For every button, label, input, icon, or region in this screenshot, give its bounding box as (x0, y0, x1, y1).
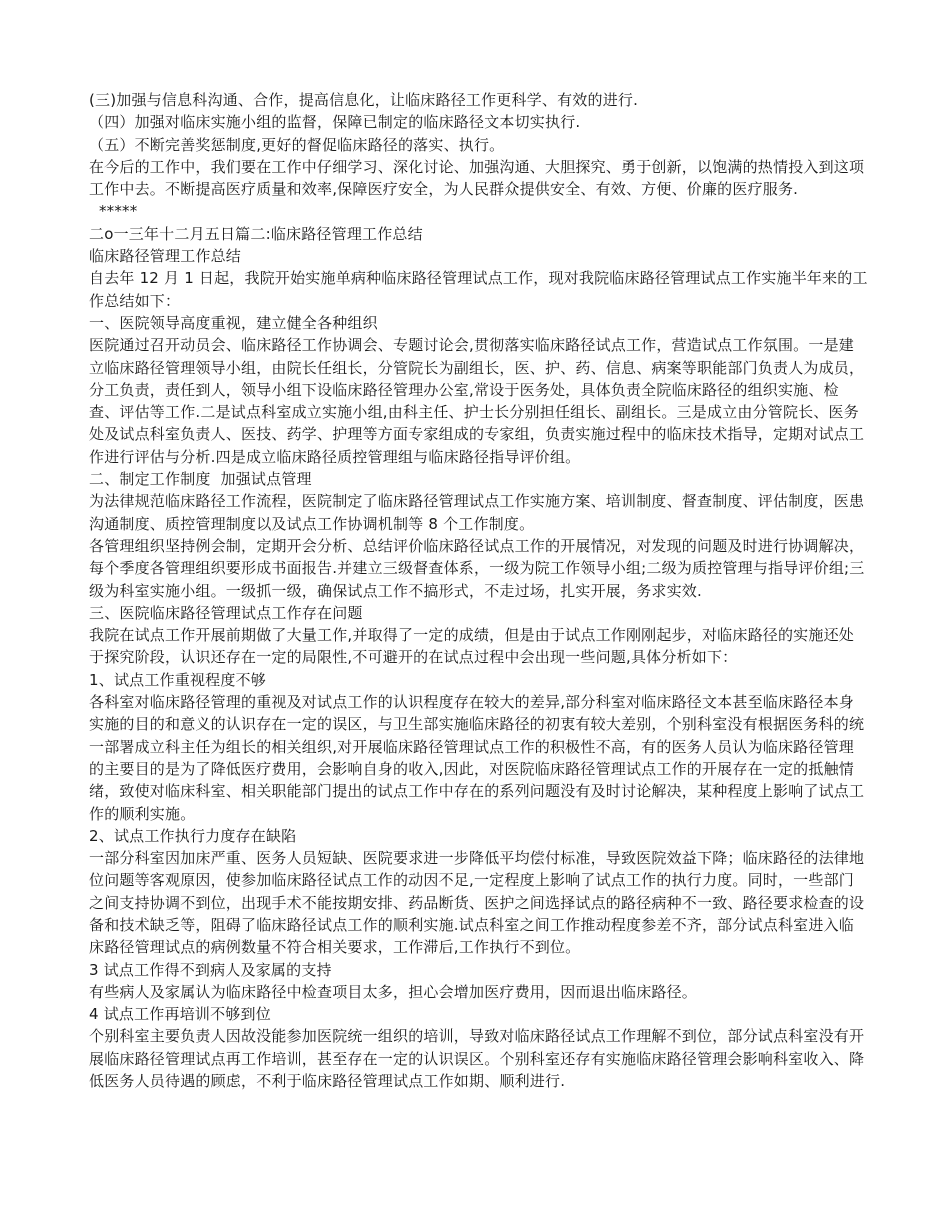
document-title: 临床路径管理工作总结 (89, 247, 242, 266)
paragraph-problem-1: 各科室对临床路径管理的重视及对试点工作的认识程度存在较大的差异,部分科室对临床路径文本甚至临床路径本身实施的目的和意义的认识存在一定的误区，与卫生部实施临床路径的初衷有较大差别，个别科室没有根据医务科的统一部署成立科主任为组长的相关组织,对开展临床路径管理试点工作的积极性不高，有的医务人员认为临床路径管理的主要目的是为了降低医疗费用，会影响自身的收入,因此，对医院临床路径管理试点工作的开展存在一定的抵触情绪，致使对临床科室、相关职能部门提出的试点工作中存在的系列问题没有及时讨论解决，某种程度上影响了试点工作的顺利实施。 (89, 693, 865, 823)
subheading-problem-3: 3 试点工作得不到病人及家属的支持 (89, 960, 332, 979)
subheading-problem-1: 1、试点工作重视程度不够 (89, 670, 266, 689)
document-page (89, 89, 869, 1092)
intro-paragraph: 自去年 12 月 1 日起，我院开始实施单病种临床路径管理试点工作，现对我院临床路径管理试点工作实施半年来的工作总结如下： (89, 269, 868, 310)
subheading-problem-2: 2、试点工作执行力度存在缺陷 (89, 826, 297, 845)
date-and-part-heading: 二o一三年十二月五日篇二:临床路径管理工作总结 (89, 224, 423, 243)
heading-section-2: 二、制定工作制度 加强试点管理 (89, 470, 312, 489)
heading-section-1: 一、医院领导高度重视，建立健全各种组织 (89, 313, 378, 332)
paragraph-regulations: 为法律规范临床路径工作流程，医院制定了临床路径管理试点工作实施方案、培训制度、督查制度、评估制度，医患沟通制度、质控管理制度以及试点工作协调机制等 8 个工作制度。 (89, 492, 865, 533)
paragraph-problems-intro: 我院在试点工作开展前期做了大量工作,并取得了一定的成绩，但是由于试点工作刚刚起步，对临床路径的实施还处于探究阶段，认识还存在一定的局限性,不可避开的在试点过程中会出现一些问题,具体分析如下： (89, 626, 854, 667)
heading-section-3-problems: 三、医院临床路径管理试点工作存在问题 (89, 603, 363, 622)
paragraph-problem-3: 有些病人及家属认为临床路径中检查项目太多，担心会增加医疗费用，因而退出临床路径。 (89, 982, 698, 1001)
paragraph-section-3: (三)加强与信息科沟通、合作，提高信息化，让临床路径工作更科学、有效的进行. (89, 91, 639, 109)
paragraph-meetings: 各管理组织坚持例会制，定期开会分析、总结评价临床路径试点工作的开展情况，对发现的问题及时进行协调解决，每个季度各管理组织要形成书面报告.并建立三级督查体系，一级为院工作领导小组;二级为质控管理与指导评价组;三级为科室实施小组。一级抓一级，确保试点工作不搞形式，不走过场，扎实开展，务求实效. (89, 536, 865, 600)
subheading-problem-4: 4 试点工作再培训不够到位 (89, 1005, 271, 1024)
paragraph-section-5: （五）不断完善奖惩制度,更好的督促临床路径的落实、执行。 (89, 135, 505, 154)
paragraph-future-work: 在今后的工作中，我们要在工作中仔细学习、深化讨论、加强沟通、大胆探究、勇于创新，以饱满的热情投入到这项工作中去。不断提高医疗质量和效率,保障医疗安全，为人民群众提供安全、有效、方便、价廉的医疗服务. (89, 157, 865, 199)
paragraph-section-4: （四）加强对临床实施小组的监督，保障已制定的临床路径文本切实执行. (89, 113, 581, 132)
paragraph-organization: 医院通过召开动员会、临床路径工作协调会、专题讨论会,贯彻落实临床路径试点工作，营造试点工作氛围。一是建立临床路径管理领导小组，由院长任组长，分管院长为副组长，医、护、药、信息、病案等职能部门负责人为成员，分工负责，责任到人，领导小组下设临床路径管理办公室,常设于医务处，具体负责全院临床路径的组织实施、检查、评估等工作.二是试点科室成立实施小组,由科主任、护士长分别担任组长、副组长。三是成立由分管院长、医务处及试点科室负责人、医技、药学、护理等方面专家组成的专家组，负责实施过程中的临床技术指导，定期对试点工作进行评估与分析.四是成立临床路径质控管理组与临床路径指导评价组。 (89, 336, 865, 466)
paragraph-problem-4: 个别科室主要负责人因故没能参加医院统一组织的培训，导致对临床路径试点工作理解不到位，部分试点科室没有开展临床路径管理试点再工作培训，甚至存在一定的认识误区。个别科室还存有实施临床路径管理会影响科室收入、降低医务人员待遇的顾虑，不利于临床路径管理试点工作如期、顺利进行. (89, 1027, 865, 1091)
paragraph-problem-2: 一部分科室因加床严重、医务人员短缺、医院要求进一步降低平均偿付标准，导致医院效益下降；临床路径的法律地位问题等客观原因，使参加临床路径试点工作的动因不足,一定程度上影响了试点工作的执行力度。同时，一些部门之间支持协调不到位，出现手术不能按期安排、药品断货、医护之间选择试点的路径病种不一致、路径要求检查的设备和技术缺乏等，阻碍了临床路径试点工作的顺利实施.试点科室之间工作推动程度参差不齐，部分试点科室进入临床路径管理试点的病例数量不符合相关要求，工作滞后,工作执行不到位。 (89, 849, 865, 957)
separator-stars: ***** (89, 202, 138, 221)
